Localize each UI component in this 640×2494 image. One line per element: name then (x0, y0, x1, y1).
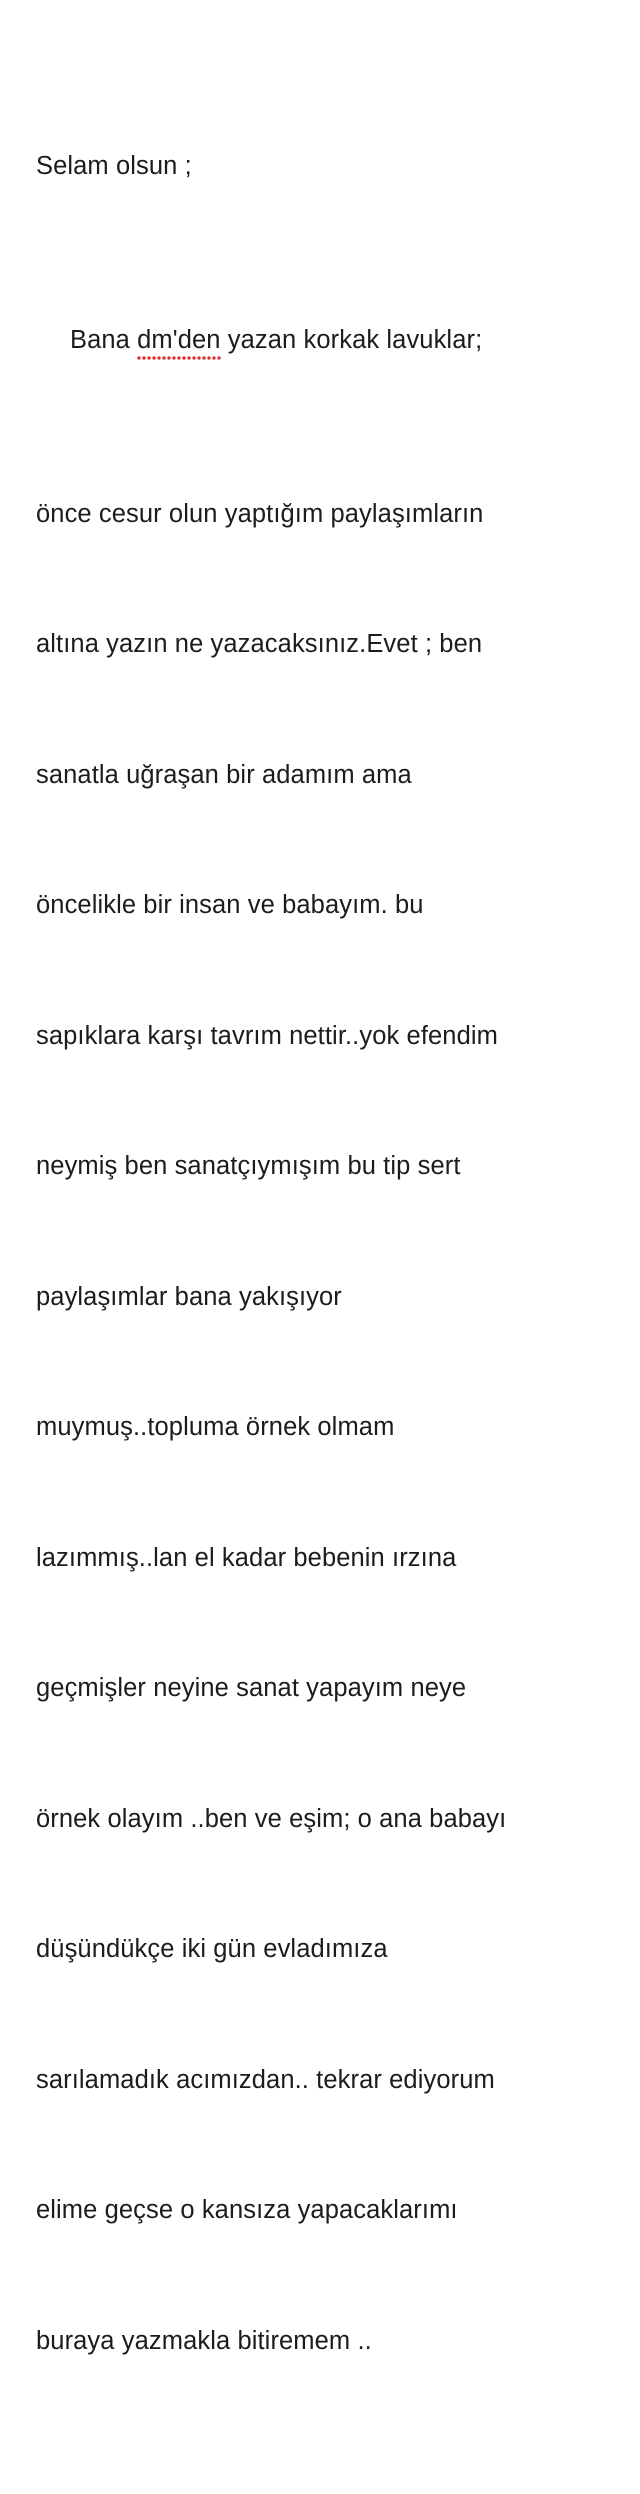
spellcheck-underlined-word: dm'den (137, 319, 220, 363)
note-line: buraya yazmakla bitiremem .. (36, 2326, 372, 2355)
note-line: elime geçse o kansıza yapacaklarımı (36, 2196, 458, 2224)
note-line: neymiş ben sanatçıymışım bu tip sert (36, 1152, 461, 1180)
note-line: sapıklara karşı tavrım nettir..yok efendim (36, 1021, 498, 1050)
note-line: sarılamadık acımızdan.. tekrar ediyorum (36, 2065, 495, 2094)
note-line-with-spellcheck (36, 319, 616, 363)
note-line: önce cesur olun yaptığım paylaşımların (36, 499, 484, 528)
note-line-suffix: yazan korkak lavuklar; (220, 325, 483, 354)
note-line: muymuş..topluma örnek olmam (36, 1413, 395, 1441)
note-line: paylaşımlar bana yakışıyor (36, 1282, 342, 1311)
note-line: lazımmış..lan el kadar bebenin ırzına (36, 1543, 457, 1572)
note-line: sanatla uğraşan bir adamım ama (36, 760, 412, 789)
note-text-block (36, 14, 616, 2494)
note-line: Selam olsun ; (36, 151, 192, 180)
note-line: örnek olayım ..ben ve eşim; o ana babayı (36, 1804, 507, 1833)
note-line: altına yazın ne yazacaksınız.Evet ; ben (36, 630, 483, 658)
note-line: düşündükçe iki gün evladımıza (36, 1935, 388, 1963)
note-line-prefix: Bana (70, 325, 138, 354)
note-line: geçmişler neyine sanat yapayım neye (36, 1674, 467, 1702)
note-line: öncelikle bir insan ve babayım. bu (36, 891, 424, 919)
